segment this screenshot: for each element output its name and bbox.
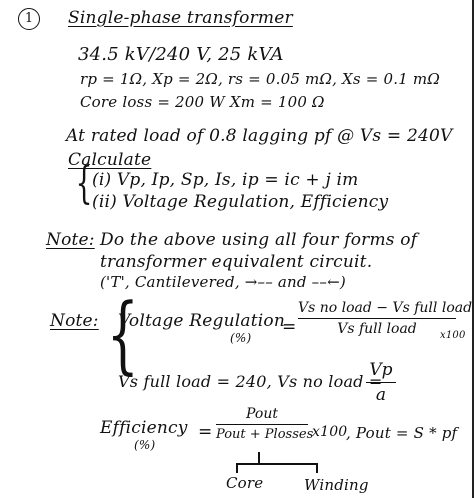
efficiency-x100: x100	[312, 424, 348, 440]
note2-label: Note:	[50, 311, 99, 331]
calc-item-1: (i) Vp, Ip, Sp, Is, ip = ic + j im	[92, 170, 359, 190]
losses-branch	[236, 463, 318, 465]
vr-equals: =	[282, 317, 297, 337]
core-branch-arrow	[236, 463, 238, 473]
efficiency-label: Efficiency	[100, 418, 188, 438]
vr-numerator: Vs no load − Vs full load	[298, 300, 473, 316]
efficiency-numerator: Pout	[246, 406, 278, 422]
note1-line2: transformer equivalent circuit.	[100, 252, 373, 272]
vr-fraction-bar	[298, 318, 456, 319]
problem-title: Single-phase transformer	[68, 8, 293, 28]
efficiency-denominator: Pout + Plosses	[216, 427, 314, 442]
vs-numerator: Vp	[369, 360, 393, 380]
note2-brace: {	[106, 285, 139, 383]
vr-x100: x100	[440, 330, 466, 341]
vs-fraction-bar	[366, 382, 396, 383]
efficiency-fraction	[216, 406, 314, 442]
voltage-regulation-unit: (%)	[230, 331, 252, 345]
vs-values-line: Vs full load = 240, Vs no load =	[118, 372, 383, 391]
parameters-line: rp = 1Ω, Xp = 2Ω, rs = 0.05 mΩ, Xs = 0.1 mΩ	[80, 70, 440, 88]
problem-number: 1	[18, 8, 40, 30]
note1-line1: Do the above using all four forms of	[100, 230, 418, 250]
calculate-heading: Calculate	[68, 150, 152, 170]
note1-label: Note:	[46, 230, 95, 250]
load-condition-line: At rated load of 0.8 lagging pf @ Vs = 240V	[66, 126, 453, 146]
vs-no-load-fraction	[366, 360, 396, 405]
efficiency-fraction-bar	[216, 424, 308, 425]
note1-line3: ('T', Cantilevered, →–– and ––←)	[100, 273, 346, 291]
winding-branch-arrow	[316, 463, 318, 473]
vr-denominator: Vs full load	[337, 321, 417, 337]
core-loss-line: Core loss = 200 W Xm = 100 Ω	[80, 93, 325, 111]
left-brace: {	[75, 158, 93, 209]
core-losses-label: Core	[226, 474, 264, 492]
winding-losses-label: Winding	[304, 476, 369, 494]
efficiency-unit: (%)	[134, 438, 156, 452]
pout-definition: , Pout = S * pf	[346, 424, 458, 442]
rating-line: 34.5 kV/240 V, 25 kVA	[78, 44, 284, 65]
vs-denominator: a	[375, 385, 387, 405]
calc-item-2: (ii) Voltage Regulation, Efficiency	[92, 192, 389, 212]
efficiency-equals: =	[198, 422, 213, 442]
voltage-regulation-label: Voltage Regulation	[118, 311, 286, 331]
